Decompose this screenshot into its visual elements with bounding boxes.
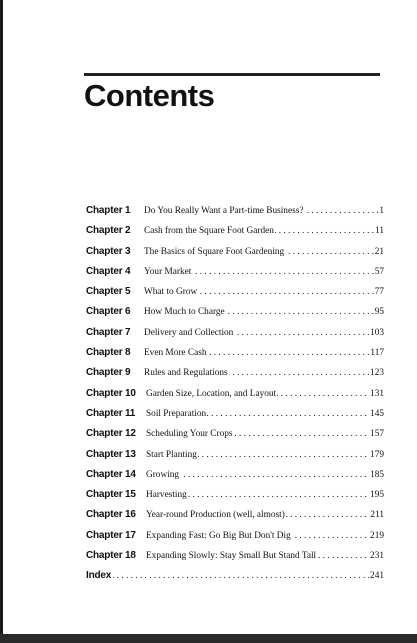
chapter-title: Cash from the Square Foot Garden [144,226,274,237]
page-number: 231 [370,551,384,562]
chapter-title: Even More Cash [144,348,207,359]
chapter-label: Chapter 14 [86,468,136,480]
chapter-title: Year-round Production (well, almost) [146,510,285,521]
chapter-label: Chapter 9 [86,367,131,379]
chapter-title: Scheduling Your Crops [146,429,233,440]
page-number: 1 [379,206,384,216]
chapter-title: Harvesting [146,490,187,501]
toc-entry[interactable] [86,408,384,428]
page-number: 11 [375,226,384,237]
toc-entry[interactable] [86,225,384,245]
chapter-label: Chapter 5 [86,286,131,298]
chapter-label: Chapter 15 [86,489,136,501]
chapter-title: Rules and Regulations [144,368,228,379]
toc-entry[interactable] [86,388,384,408]
page-number: 145 [370,408,384,419]
toc-index-entry[interactable] [86,570,384,590]
toc-entry[interactable] [86,530,384,550]
page-number: 179 [370,449,384,460]
chapter-title: How Much to Charge [144,307,225,318]
page-number: 77 [374,287,384,298]
page-number: 95 [374,307,384,318]
page-number: 117 [370,348,384,359]
chapter-title: Do You Really Want a Part-time Business? [144,206,304,216]
toc-entry[interactable] [86,428,384,448]
chapter-label: Chapter 13 [86,448,136,460]
page-number: 219 [370,530,384,541]
chapter-title: Delivery and Collection [144,327,234,338]
page-number: 211 [370,510,384,521]
chapter-title: Start Planting [146,449,197,460]
chapter-label: Chapter 3 [86,245,131,257]
chapter-title: Soil Preparation [146,408,207,419]
index-label: Index [86,570,112,582]
page-number: 195 [370,490,384,501]
chapter-title: What to Grow [144,287,198,298]
table-of-contents [86,205,384,591]
toc-entry[interactable] [86,246,384,266]
chapter-label: Chapter 8 [86,347,131,359]
page-number: 57 [374,266,384,277]
page-edge [0,0,3,643]
toc-entry[interactable] [86,306,384,326]
page-title: Contents [84,78,215,113]
chapter-label: Chapter 6 [86,306,131,318]
toc-entry[interactable] [86,367,384,387]
toc-entry[interactable] [86,266,384,286]
chapter-title: Growing [146,469,180,480]
chapter-label: Chapter 2 [86,225,131,237]
toc-entry[interactable] [86,449,384,469]
toc-entry[interactable] [86,205,384,225]
page-number: 185 [370,469,384,480]
toc-entry[interactable] [86,550,384,570]
chapter-label: Chapter 17 [86,529,136,541]
page-number: 157 [370,429,384,440]
page-number: 21 [374,246,384,257]
chapter-label: Chapter 12 [86,428,136,440]
page-number: 123 [370,368,384,379]
toc-entry[interactable] [86,489,384,509]
chapter-label: Chapter 1 [86,205,131,216]
chapter-label: Chapter 10 [86,387,136,399]
page-bottom-edge [0,634,417,643]
chapter-title: Garden Size, Location, and Layout [146,388,277,399]
chapter-title: Expanding Fast: Go Big But Don't Dig [146,530,291,541]
chapter-label: Chapter 7 [86,326,131,338]
toc-entry[interactable] [86,347,384,367]
page-number: 241 [370,571,384,582]
page-number: 103 [370,327,384,338]
chapter-label: Chapter 18 [86,550,136,562]
chapter-title: Your Market [144,266,192,277]
title-rule [84,73,380,76]
toc-entry[interactable] [86,327,384,347]
toc-entry[interactable] [86,469,384,489]
toc-entry[interactable] [86,509,384,529]
chapter-title: Expanding Slowly: Stay Small But Stand Tall [146,551,317,562]
chapter-label: Chapter 11 [86,407,136,419]
chapter-title: The Basics of Square Foot Gardening [144,246,285,257]
toc-entry[interactable] [86,286,384,306]
chapter-label: Chapter 4 [86,265,131,277]
page-number: 131 [370,388,384,399]
chapter-label: Chapter 16 [86,509,136,521]
